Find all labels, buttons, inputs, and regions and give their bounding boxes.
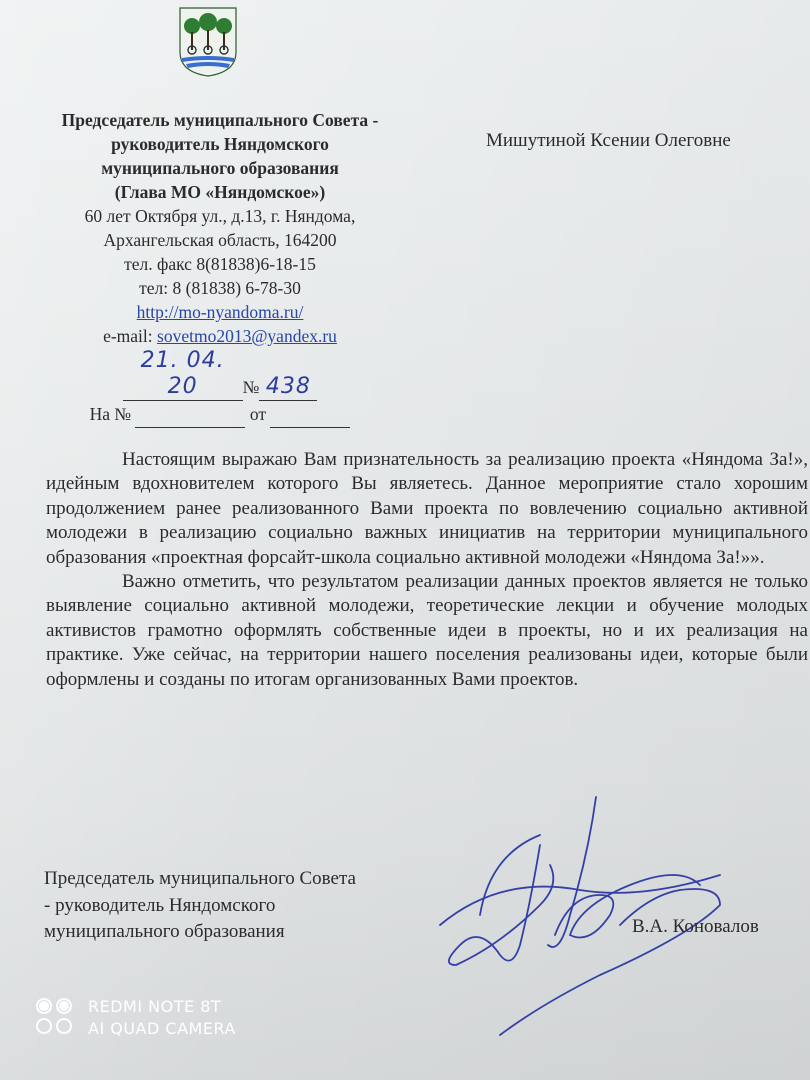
org-title-line: муниципального образования: [101, 158, 339, 178]
signatory-title-line: Председатель муниципального Совета: [44, 868, 356, 889]
sender-header: [30, 108, 410, 428]
reference-line: [30, 401, 410, 428]
body-paragraph: Настоящим выражаю Вам признательность за реализацию проекта «Няндома За!», идейным вдохновителем которого Вы являетесь. Данное мероприятие стало хорошим продолжением ранее реализованного Вами проекта по вовлечению социально активной молодежи в реализацию социально важных инициатив на территории муниципального образования «проектная форсайт-школа социально активной молодежи «Няндома За!»».: [46, 449, 808, 568]
ref-from: от: [249, 404, 267, 424]
handwritten-number: 438: [265, 374, 311, 399]
email-line: [30, 324, 410, 348]
phone-line: тел: 8 (81838) 6-78-30: [139, 278, 301, 298]
signatory-title-line: - руководитель Няндомского: [44, 894, 276, 916]
handwritten-date: 21. 04. 20: [140, 348, 225, 399]
number-symbol: №: [242, 377, 260, 397]
recipient-name: Мишутиной Ксении Олеговне: [486, 130, 731, 151]
ref-prefix: На №: [89, 404, 132, 424]
org-title-line: руководитель Няндомского: [111, 134, 329, 154]
email-link[interactable]: sovetmo2013@yandex.ru: [157, 326, 337, 346]
watermark-model: REDMI NOTE 8T: [88, 997, 222, 1016]
camera-lens-icon: [34, 996, 76, 1038]
signatory-title-line: муниципального образования: [44, 921, 285, 942]
address-line: 60 лет Октября ул., д.13, г. Няндома,: [84, 206, 356, 226]
address-line: Архангельская область, 164200: [103, 230, 337, 250]
org-title-line: Председатель муниципального Совета -: [61, 110, 379, 130]
signatory-name: В.А. Коновалов: [632, 916, 759, 937]
signatory-title: [44, 866, 356, 946]
letter-body: [46, 448, 808, 692]
email-label: e-mail:: [103, 326, 158, 346]
watermark-camera: AI QUAD CAMERA: [88, 1019, 236, 1038]
coat-of-arms-emblem: [178, 6, 238, 78]
fax-line: тел. факс 8(81838)6-18-15: [124, 254, 316, 274]
body-paragraph: Важно отметить, что результатом реализации данных проектов является не только выявление социально активной молодежи, теоретические лекции и обучение молодых активистов грамотно оформлять собственные идеи в проекты, но и их реализация на практике. Уже сейчас, на территории нашего поселения реализованы идеи, которые были оформлены и созданы по итогам организованных Вами проектов.: [46, 571, 808, 690]
org-title-line: (Глава МО «Няндомское»): [114, 182, 326, 202]
website-link[interactable]: http://mo-nyandoma.ru/: [136, 302, 304, 322]
registration-line: [30, 348, 410, 401]
